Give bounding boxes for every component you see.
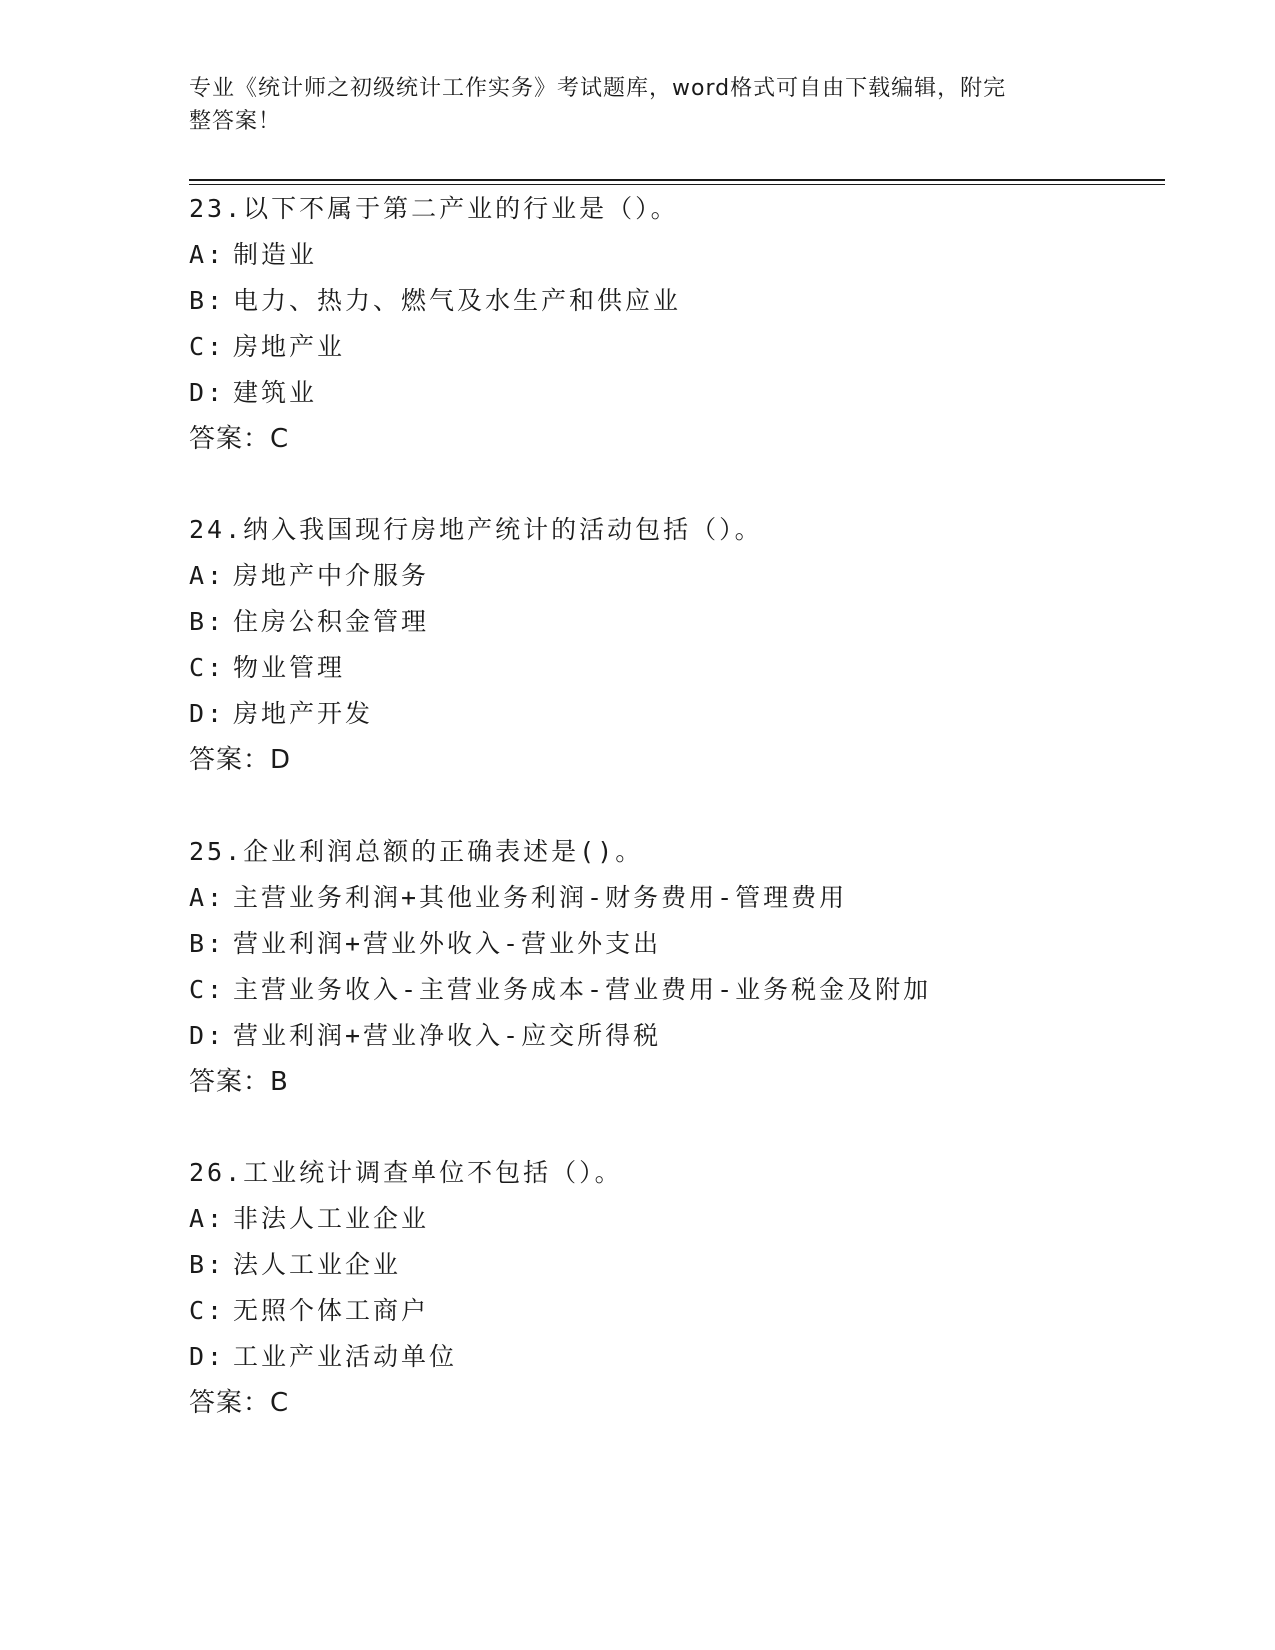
- answer-line: 答案：C: [189, 1388, 290, 1418]
- option-d: [189, 691, 1169, 737]
- option-text: 营业利润+营业外收入-营业外支出: [233, 929, 662, 958]
- option-letter: C:: [189, 332, 226, 361]
- option-letter: A:: [189, 240, 226, 269]
- option-a: [189, 553, 1169, 599]
- option-letter: D:: [189, 699, 226, 728]
- option-text: 主营业务利润+其他业务利润-财务费用-管理费用: [233, 883, 848, 912]
- option-c: [189, 645, 1169, 691]
- option-d: [189, 1013, 1169, 1059]
- option-text: 房地产开发: [233, 699, 374, 728]
- question-block: [189, 186, 1169, 462]
- option-c: [189, 324, 1169, 370]
- question-stem: 26.工业统计调查单位不包括（）。: [189, 1158, 623, 1187]
- option-letter: C:: [189, 975, 226, 1004]
- question-block: [189, 1150, 1169, 1426]
- option-letter: A:: [189, 1204, 226, 1233]
- option-text: 非法人工业企业: [233, 1204, 430, 1233]
- option-b: [189, 599, 1169, 645]
- option-letter: B:: [189, 929, 226, 958]
- option-letter: A:: [189, 883, 226, 912]
- header-divider-thin: [189, 184, 1165, 185]
- option-a: [189, 875, 1169, 921]
- option-letter: B:: [189, 1250, 226, 1279]
- question-stem: 23.以下不属于第二产业的行业是（）。: [189, 194, 679, 223]
- option-text: 房地产中介服务: [233, 561, 430, 590]
- option-text: 营业利润+营业净收入-应交所得税: [233, 1021, 662, 1050]
- answer-line: 答案：B: [189, 1067, 289, 1097]
- option-letter: C:: [189, 1296, 226, 1325]
- option-b: [189, 278, 1169, 324]
- answer-line: 答案：C: [189, 424, 290, 454]
- option-a: [189, 1196, 1169, 1242]
- option-letter: D:: [189, 378, 226, 407]
- header-line-2: 整答案！: [189, 109, 282, 134]
- option-a: [189, 232, 1169, 278]
- option-text: 无照个体工商户: [233, 1296, 430, 1325]
- option-text: 主营业务收入-主营业务成本-营业费用-业务税金及附加: [233, 975, 932, 1004]
- question-stem: 25.企业利润总额的正确表述是()。: [189, 837, 644, 866]
- option-letter: A:: [189, 561, 226, 590]
- option-c: [189, 967, 1169, 1013]
- option-text: 建筑业: [233, 378, 318, 407]
- option-text: 制造业: [233, 240, 318, 269]
- option-letter: D:: [189, 1021, 226, 1050]
- option-letter: C:: [189, 653, 226, 682]
- question-block: [189, 507, 1169, 783]
- option-text: 工业产业活动单位: [233, 1342, 458, 1371]
- option-letter: B:: [189, 286, 226, 315]
- option-text: 法人工业企业: [233, 1250, 402, 1279]
- option-b: [189, 1242, 1169, 1288]
- option-text: 房地产业: [233, 332, 346, 361]
- option-b: [189, 921, 1169, 967]
- document-header: [189, 72, 1089, 138]
- header-divider-thick: [189, 179, 1165, 181]
- header-line-1: 专业《统计师之初级统计工作实务》考试题库，word格式可自由下载编辑，附完: [189, 76, 1007, 101]
- question-block: [189, 829, 1169, 1105]
- question-stem: 24.纳入我国现行房地产统计的活动包括（）。: [189, 515, 763, 544]
- option-d: [189, 1334, 1169, 1380]
- option-text: 电力、热力、燃气及水生产和供应业: [233, 286, 682, 315]
- option-c: [189, 1288, 1169, 1334]
- answer-line: 答案：D: [189, 745, 292, 775]
- option-text: 住房公积金管理: [233, 607, 430, 636]
- option-d: [189, 370, 1169, 416]
- option-letter: B:: [189, 607, 226, 636]
- option-text: 物业管理: [233, 653, 346, 682]
- option-letter: D:: [189, 1342, 226, 1371]
